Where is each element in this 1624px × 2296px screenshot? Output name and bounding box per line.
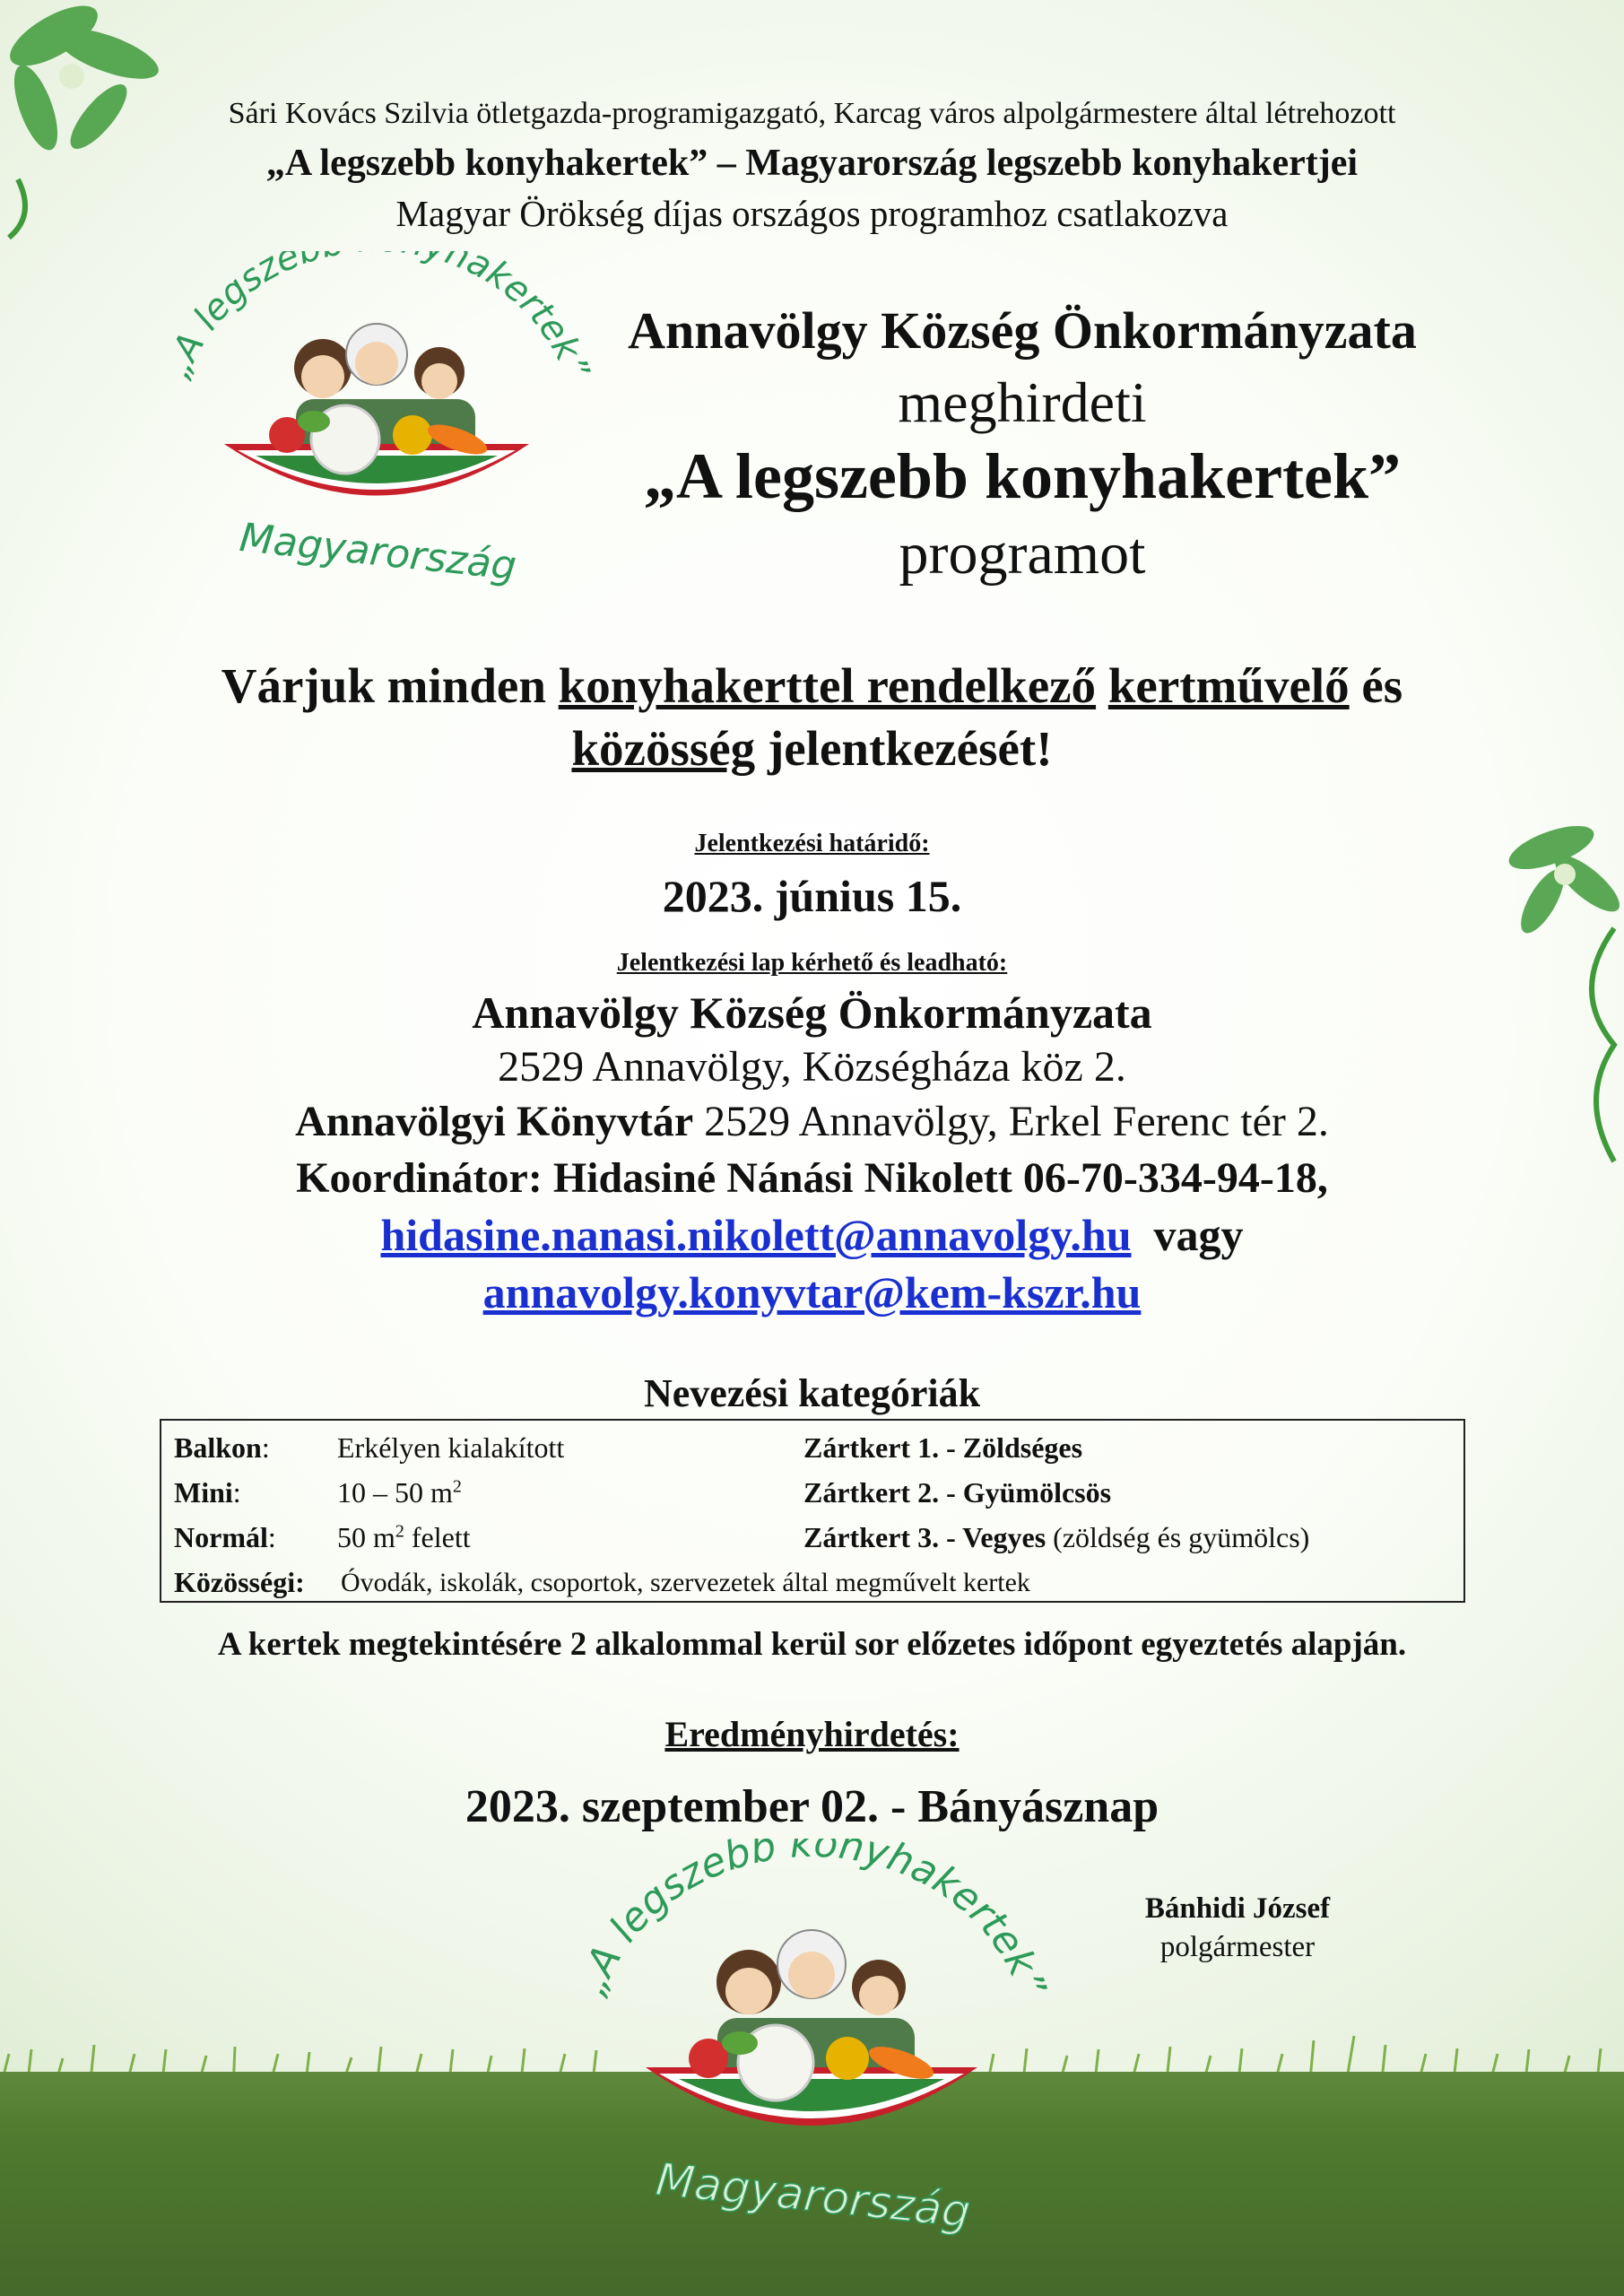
visit-note: A kertek megtekintésére 2 alkalommal kerül sor előzetes időpont egyeztetés alapján.	[217, 1626, 1407, 1663]
email-line-2	[0, 1266, 1624, 1318]
program-title: „A legszebb konyhakertek”	[643, 440, 1402, 512]
program-logo-bottom	[560, 1839, 1063, 2251]
invitation-text	[0, 655, 1624, 780]
coordinator-line: Koordinátor: Hidasiné Nánási Nikolett 06-70-334-94-18,	[296, 1154, 1328, 1202]
email-line-1	[0, 1209, 1624, 1261]
signatory-role: polgármester	[1159, 1931, 1316, 1963]
email-link-1[interactable]: hidasine.nanasi.nikolett@annavolgy.hu	[380, 1210, 1132, 1260]
categories-title: Nevezési kategóriák	[643, 1371, 981, 1415]
category-desc-balkon: Erkélyen kialakított	[337, 1431, 565, 1464]
invite-part-4: kertművelő	[1107, 658, 1350, 713]
category-desc-mini: 10 – 50 $m^2$	[337, 1476, 462, 1509]
contact-address-1: 2529 Annavölgy, Községháza köz 2.	[498, 1043, 1126, 1091]
logo-bottom-text: Magyarország	[237, 515, 519, 590]
announces-text: meghirdeti	[898, 370, 1147, 434]
deadline-label: Jelentkezési határidő:	[694, 830, 930, 857]
category-zartkert-3: Zártkert 3. - Vegyes (zöldség és gyümölcs)	[803, 1521, 1310, 1553]
contact-org: Annavölgy Község Önkormányzata	[472, 987, 1152, 1038]
header-line-2: „A legszebb konyhakertek” – Magyarország legszebb konyhakertjei	[265, 143, 1359, 184]
logo-arc-text: „A legsze hakertek”	[156, 251, 597, 384]
category-name-mini: Mini:	[174, 1476, 241, 1509]
library-address-line	[0, 1097, 1624, 1146]
invite-part-7: jelentkezését!	[755, 721, 1053, 776]
logo-bottom-country-text: Magyarország	[653, 2152, 973, 2239]
results-date: 2023. szeptember 02. - Bányásznap	[465, 1781, 1159, 1832]
program-logo-bottom-icon	[560, 1839, 1063, 2251]
category-name-normal: Normál:	[174, 1521, 276, 1553]
category-name-balkon: Balkon:	[174, 1431, 270, 1464]
form-pickup-label: Jelentkezési lap kérhető és leadható:	[616, 949, 1008, 977]
invite-part-6: közösség	[571, 721, 756, 776]
program-suffix: programot	[899, 521, 1146, 587]
category-zartkert-2: Zártkert 2. - Gyümölcsös	[803, 1476, 1112, 1509]
category-zartkert-1: Zártkert 1. - Zöldséges	[803, 1431, 1083, 1464]
invite-part-1: Várjuk minden	[221, 658, 559, 713]
header-line-1: Sári Kovács Szilvia ötletgazda-programigazgató, Karcag város alpolgármestere által létrehozott	[228, 97, 1396, 130]
results-label: Eredményhirdetés:	[664, 1714, 960, 1754]
logo-bottom-arc-text: „A legszebb konyhakertek”	[569, 1839, 1055, 2002]
program-logo-top	[143, 251, 610, 592]
invite-part-3	[1096, 658, 1108, 713]
header-line-3: Magyar Örökség díjas országos programhoz csatlakozva	[395, 193, 1229, 234]
signatory-name: Bánhidi József	[1144, 1892, 1331, 1925]
invite-part-2: konyhakerttel rendelkező	[558, 658, 1097, 713]
categories-table	[160, 1419, 1465, 1603]
announcer-org: Annavölgy Község Önkormányzata	[628, 301, 1417, 360]
category-name-kozossegi: Közösségi:	[174, 1566, 305, 1598]
invite-part-5: és	[1349, 658, 1403, 713]
category-desc-kozossegi: Óvodák, iskolák, csoportok, szervezetek által megművelt kertek	[341, 1568, 1030, 1597]
library-address: 2529 Annavölgy, Erkel Ferenc tér 2.	[693, 1098, 1329, 1145]
category-desc-normal: 50 $m^2$ felett	[337, 1521, 471, 1553]
library-name: Annavölgyi Könyvtár	[295, 1098, 694, 1145]
email-link-2[interactable]: annavolgy.konyvtar@kem-kszr.hu	[482, 1267, 1142, 1318]
program-logo-icon	[143, 251, 610, 592]
or-text: vagy	[1153, 1210, 1244, 1260]
deadline-date: 2023. június 15.	[662, 871, 962, 921]
